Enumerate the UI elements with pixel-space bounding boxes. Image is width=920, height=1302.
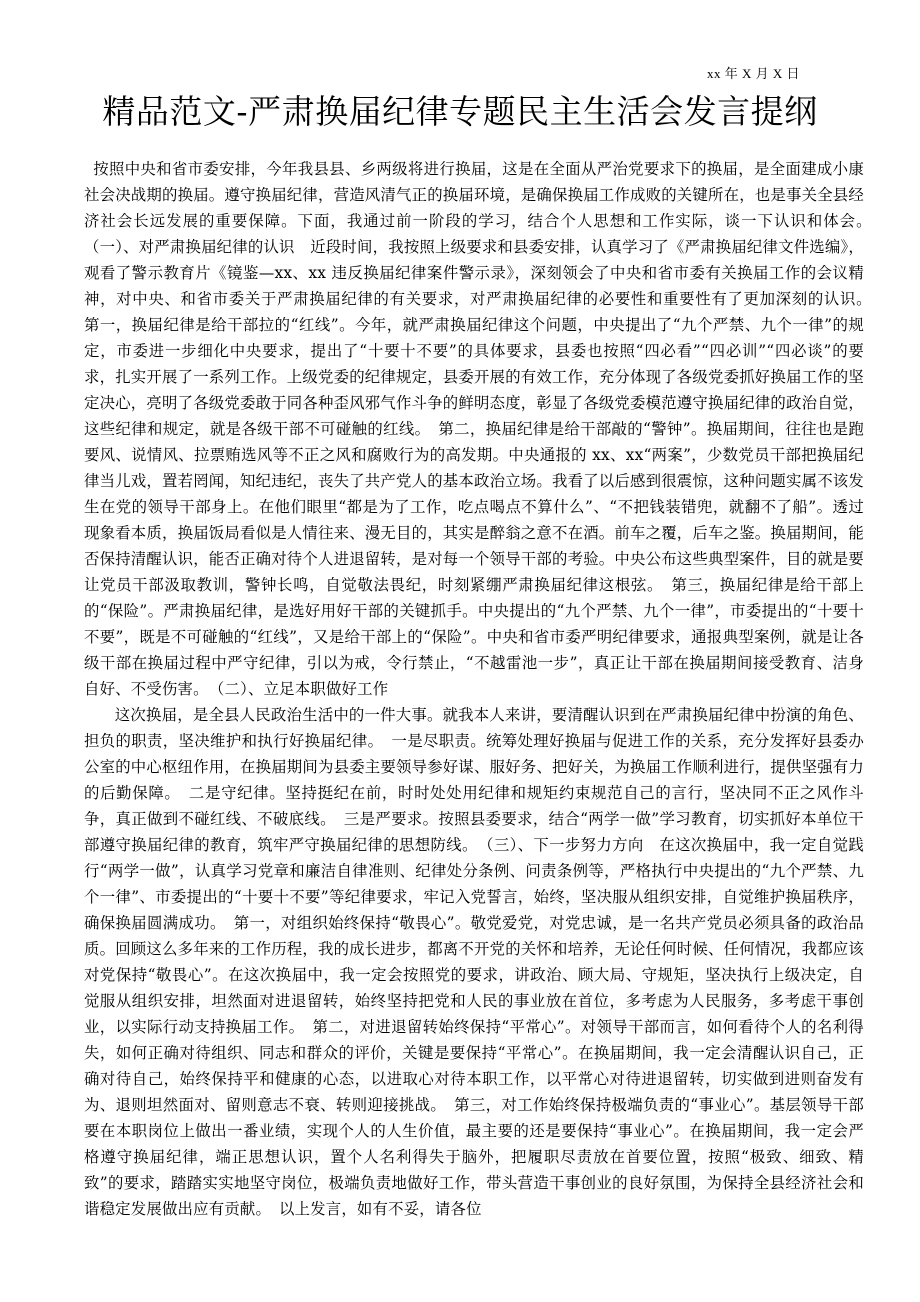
document-body bbox=[84, 156, 880, 1222]
body-paragraph-2: 这次换届，是全县人民政治生活中的一件大事。就我本人来讲，要清醒认识到在严肃换届纪律中扮演的角色、担负的职责，坚决维护和执行好换届纪律。 一是尽职责。统筹处理好换届与促进工作的关系，充分发挥好县委办公室的中心枢纽作用，在换届期间为县委主要领导参好谋、服好务、把好关，为换届工作顺利进行，提供坚强有力的后勤保障。 二是守纪律。坚持挺纪在前，时时处处用纪律和规矩约束规范自己的言行，坚决同不正之风作斗争，真正做到不碰红线、不破底线。 三是严要求。按照县委要求，结合“两学一做”学习教育，切实抓好本单位干部遵守换届纪律的教育，筑牢严守换届纪律的思想防线。 （三）、下一步努力方向 在这次换届中，我一定自觉践行“两学一做”，认真学习党章和廉洁自律准则、纪律处分条例、问责条例等，严格执行中央提出的“九个严禁、九个一律”、市委提出的“十要十不要”等纪律要求，牢记入党誓言，始终，坚决服从组织安排，自觉维护换届秩序，确保换届圆满成功。 第一，对组织始终保持“敬畏心”。敬党爱党，对党忠诚，是一名共产党员必须具备的政治品质。回顾这么多年来的工作历程，我的成长进步，都离不开党的关怀和培养，无论任何时候、任何情况，我都应该对党保持“敬畏心”。在这次换届中，我一定会按照党的要求，讲政治、顾大局、守规矩，坚决执行上级决定，自觉服从组织安排，坦然面对进退留转，始终坚持把党和人民的事业放在首位，多考虑为人民服务，多考虑干事创业，以实际行动支持换届工作。 第二，对进退留转始终保持“平常心”。对领导干部而言，如何看待个人的名利得失，如何正确对待组织、同志和群众的评价，关键是要保持“平常心”。在换届期间，我一定会清醒认识自己，正确对待自己，始终保持平和健康的心态，以进取心对待本职工作，以平常心对待进退留转，切实做到进则奋发有为、退则坦然面对、留则意志不衰、转则迎接挑战。 第三，对工作始终保持极端负责的“事业心”。基层领导干部要在本职岗位上做出一番业绩，实现个人的人生价值，最主要的还是要保持“事业心”。在换届期间，我一定会严格遵守换届纪律，端正思想认识，置个人名利得失于脑外，把履职尽责放在首要位置，按照“极致、细致、精致”的要求，踏踏实实地坚守岗位，极端负责地做好工作，带头营造干事创业的良好氛围，为保持全县经济社会和谐稳定发展做出应有贡献。 以上发言，如有不妥，请各位 bbox=[84, 706, 864, 1218]
body-paragraph-1: 按照中央和省市委安排，今年我县县、乡两级将进行换届，这是在全面从严治党要求下的换届，是全面建成小康社会决战期的换届。遵守换届纪律，营造风清气正的换届环境，是确保换届工作成败的关键所在，也是事关全县经济社会长远发展的重要保障。下面，我通过前一阶段的学习，结合个人思想和工作实际，谈一下认识和体会。 （一）、对严肃换届纪律的认识 近段时间，我按照上级要求和县委安排，认真学习了《严肃换届纪律文件选编》，观看了警示教育片《镜鉴—xx、xx 违反换届纪律案件警示录》，深刻领会了中央和省市委有关换届工作的会议精神，对中央、和省市委关于严肃换届纪律的有关要求，对严肃换届纪律的必要性和重要性有了更加深刻的认识。 第一，换届纪律是给干部拉的“红线”。今年，就严肃换届纪律这个问题，中央提出了“九个严禁、九个一律”的规定，市委进一步细化中央要求，提出了“十要十不要”的具体要求，县委也按照“四必看”“四必训”“四必谈”的要求，扎实开展了一系列工作。上级党委的纪律规定，县委开展的有效工作，充分体现了各级党委抓好换届工作的坚定决心，亮明了各级党委敢于同各种歪风邪气作斗争的鲜明态度，彰显了各级党委模范遵守换届纪律的政治自觉，这些纪律和规定，就是各级干部不可碰触的红线。 第二，换届纪律是给干部敲的“警钟”。换届期间，往往也是跑要风、说情风、拉票贿选风等不正之风和腐败行为的高发期。中央通报的 xx、xx“两案”，少数党员干部把换届纪律当儿戏，置若罔闻，知纪违纪，丧失了共产党人的基本政治立场。我看了以后感到很震惊，这种问题实属不该发生在党的领导干部身上。在他们眼里“都是为了工作，吃点喝点不算什么”、“不把钱装错兜，就翻不了船”。透过现象看本质，换届饭局看似是人情往来、漫无目的，其实是醉翁之意不在酒。前车之覆，后车之鉴。换届期间，能否保持清醒认识，能否正确对待个人进退留转，是对每一个领导干部的考验。中央公布这些典型案件，目的就是要让党员干部汲取教训，警钟长鸣，自觉敬法畏纪，时刻紧绷严肃换届纪律这根弦。 第三，换届纪律是给干部上的“保险”。严肃换届纪律，是选好用好干部的关键抓手。中央提出的“九个严禁、九个一律”，市委提出的“十要十不要”，既是不可碰触的“红线”，又是给干部上的“保险”。中央和省市委严明纪律要求，通报典型案例，就是让各级干部在换届过程中严守纪律，引以为戒，令行禁止，“不越雷池一步”，真正让干部在换届期间接受教育、洁身自好、不受伤害。 （二）、立足本职做好工作 bbox=[84, 160, 880, 698]
document-date: xx 年 X 月 X 日 bbox=[706, 66, 800, 81]
document-title: 精品范文-严肃换届纪律专题民主生活会发言提纲 bbox=[102, 92, 818, 131]
